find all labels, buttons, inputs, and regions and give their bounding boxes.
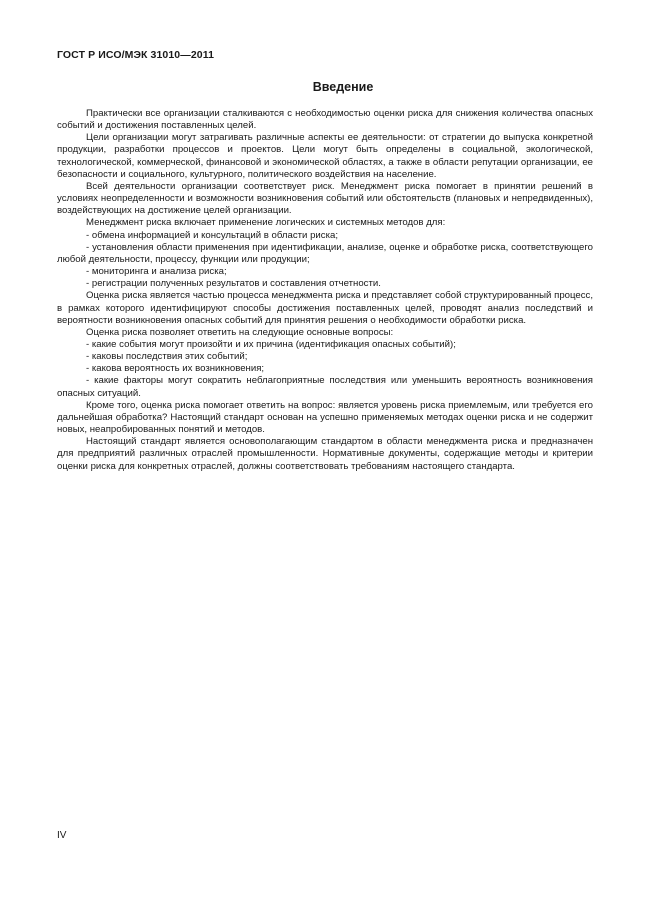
- list-item: - мониторинга и анализа риска;: [86, 266, 227, 278]
- paragraph: Оценка риска позволяет ответить на следующие основные вопросы:: [86, 326, 394, 338]
- list-item: - каковы последствия этих событий;: [86, 351, 248, 363]
- list-item: - какие события могут произойти и их причина (идентификация опасных событий);: [86, 338, 456, 350]
- paragraph: Цели организации могут затрагивать различные аспекты ее деятельности: от стратегии до выпуска конкретной продукции, разработки процессов и проектов. Цели могут быть определены в социальной, экологической, технологической, коммерческой, финансовой и экономической областях, а также в области репутации организации, ее безопасности и социального, культурного, политического воздействия на население.: [57, 132, 593, 180]
- document-header: ГОСТ Р ИСО/МЭК 31010—2011: [57, 49, 215, 61]
- paragraph: Настоящий стандарт является основополагающим стандартом в области менеджмента риска и предназначен для предприятий различных отраслей промышленности. Нормативные документы, содержащие методы и критерии оценки риска для конкретных отраслей, должны соответствовать требованиям настоящего стандарта.: [57, 436, 593, 472]
- list-item: - какие факторы могут сократить неблагоприятные последствия или уменьшить вероятность возникновения опасных ситуаций.: [57, 375, 593, 399]
- paragraph: Менеджмент риска включает применение логических и системных методов для:: [86, 217, 446, 229]
- list-item: - обмена информацией и консультаций в области риска;: [86, 229, 338, 241]
- paragraph: Всей деятельности организации соответствует риск. Менеджмент риска помогает в принятии решений в условиях неопределенности и возможности возникновения событий или обстоятельств (плановых и непредвиденных), воздействующих на достижение целей организации.: [57, 180, 593, 217]
- introduction-body: [57, 108, 593, 473]
- paragraph: Кроме того, оценка риска помогает ответить на вопрос: является уровень риска приемлемым, или требуется его дальнейшая обработка? Настоящий стандарт основан на успешно применяемых методах оценки риска и не содержит новых, неапробированных понятий и методов.: [57, 399, 593, 436]
- paragraph: Оценка риска является частью процесса менеджмента риска и представляет собой структурированный процесс, в рамках которого идентифицируют способы достижения поставленных целей, проводят анализ последствий и вероятности возникновения опасных событий для принятия решения о необходимости обработки риска.: [57, 290, 593, 326]
- page-title: Введение: [312, 80, 374, 94]
- paragraph: Практически все организации сталкиваются с необходимостью оценки риска для снижения количества опасных событий и достижения поставленных целей.: [57, 108, 593, 132]
- list-item: - установления области применения при идентификации, анализе, оценке и обработке риска, соответствующего любой деятельности, процессу, функции или продукции;: [57, 241, 593, 265]
- list-item: - регистрации полученных результатов и составления отчетности.: [86, 278, 381, 290]
- page-number: IV: [57, 830, 67, 841]
- list-item: - какова вероятность их возникновения;: [86, 363, 265, 375]
